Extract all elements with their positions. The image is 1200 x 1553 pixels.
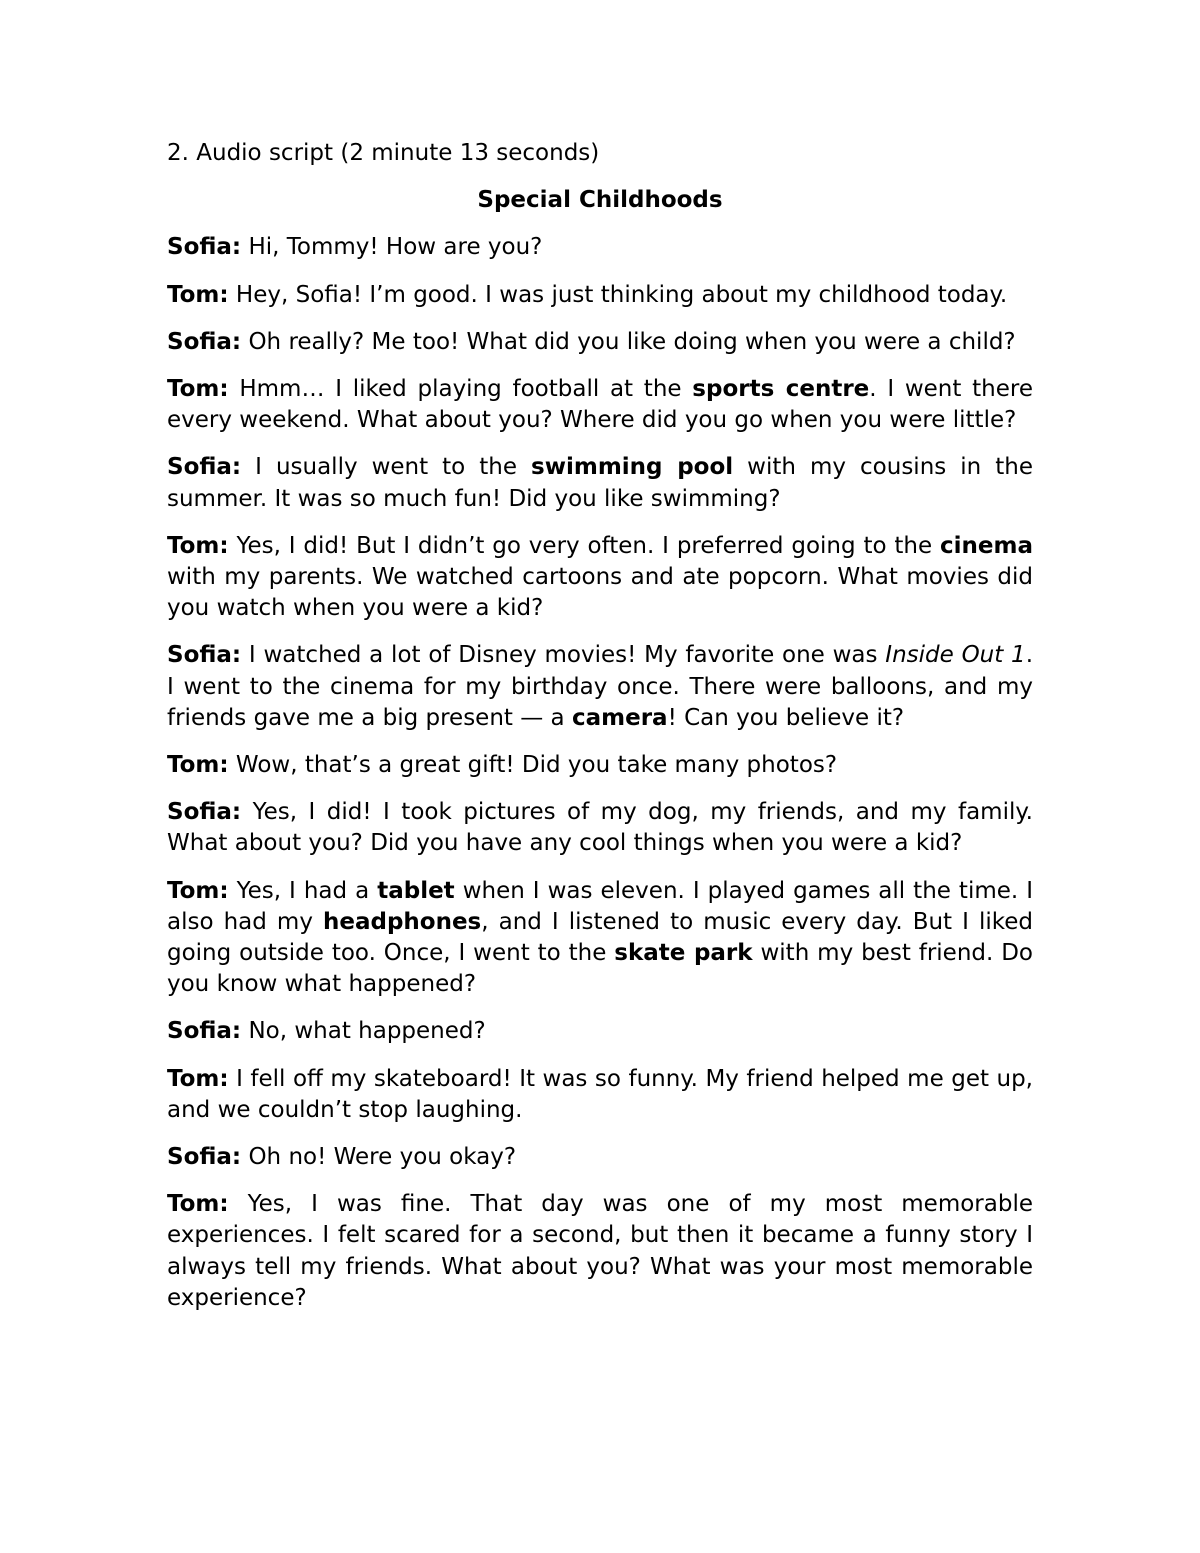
dialogue-text: . I went there every weekend. What about you? Where did you go when you were little? — [167, 376, 1033, 434]
speaker-name: Sofia: — [167, 1144, 242, 1171]
dialogue-line — [167, 797, 1033, 859]
dialogue-text: Oh no! Were you okay? — [241, 1144, 517, 1171]
dialogue-text: Hmm… I liked playing football at the — [228, 376, 693, 403]
dialogue-text: I fell off my skateboard! It was so funny. My friend helped me get up, and we couldn’t stop laughing. — [167, 1065, 1033, 1123]
dialogue-text: . I went to the cinema for my birthday once. There were balloons, and my friends gave me a big present — a — [167, 642, 1033, 731]
dialogue-line — [167, 640, 1033, 734]
dialogue-line — [167, 531, 1033, 625]
speaker-name: Sofia: — [167, 1018, 242, 1045]
speaker-name: Tom: — [167, 1065, 229, 1092]
speaker-name: Tom: — [167, 752, 229, 779]
speaker-name: Sofia: — [167, 642, 242, 669]
keyword: cinema — [940, 532, 1033, 559]
dialogue-line — [167, 374, 1033, 436]
dialogue-text: I watched a lot of Disney movies! My favorite one was — [241, 642, 886, 669]
dialogue-line — [167, 1142, 1033, 1173]
dialogue-text: Wow, that’s a great gift! Did you take many photos? — [228, 752, 838, 779]
dialogue-line — [167, 452, 1033, 514]
dialogue-text: Hi, Tommy! How are you? — [241, 234, 543, 261]
speaker-name: Tom: — [167, 877, 229, 904]
keyword: headphones — [322, 908, 482, 935]
dialogue-text: Oh really? Me too! What did you like doing when you were a child? — [241, 328, 1016, 355]
dialogue — [167, 232, 1033, 1314]
dialogue-text: when I was eleven. I played games all the time. I also had my — [167, 877, 1033, 935]
dialogue-line — [167, 280, 1033, 311]
keyword: camera — [571, 704, 668, 731]
dialogue-line — [167, 232, 1033, 263]
dialogue-text: with my parents. We watched cartoons and ate popcorn. What movies did you watch when you were a kid? — [167, 564, 1033, 622]
dialogue-text: No, what happened? — [241, 1018, 486, 1045]
speaker-name: Tom: — [167, 281, 229, 308]
dialogue-line — [167, 876, 1033, 1001]
dialogue-text: Yes, I was fine. That day was one of my most memorable experiences. I felt scared for a second, but then it became a funny story I always tell my friends. What about you? What was your most memorable experience? — [167, 1191, 1033, 1311]
dialogue-line — [167, 327, 1033, 358]
speaker-name: Sofia: — [167, 454, 242, 481]
keyword: skate park — [614, 940, 753, 967]
speaker-name: Tom: — [167, 532, 229, 559]
section-heading: 2. Audio script (2 minute 13 seconds) — [167, 140, 600, 166]
dialogue-line — [167, 750, 1033, 781]
dialogue-line — [167, 1016, 1033, 1047]
speaker-name: Sofia: — [167, 234, 242, 261]
speaker-name: Tom: — [167, 376, 229, 403]
keyword: sports centre — [692, 376, 870, 403]
document-body — [167, 138, 1033, 1330]
dialogue-text: Hey, Sofia! I’m good. I was just thinking about my childhood today. — [228, 281, 1008, 308]
movie-title: Inside Out 1 — [885, 642, 1026, 669]
document-title: Special Childhoods — [477, 187, 723, 214]
dialogue-text: , and I listened to music every day. But I liked going outside too. Once, I went to the — [167, 908, 1033, 967]
speaker-name: Sofia: — [167, 799, 242, 826]
dialogue-text: with my best friend. Do you know what happened? — [167, 940, 1033, 998]
dialogue-text: ! Can you believe it? — [667, 704, 905, 731]
keyword: swimming pool — [531, 454, 734, 481]
speaker-name: Tom: — [167, 1191, 229, 1218]
dialogue-text: I usually went to the — [241, 454, 532, 481]
speaker-name: Sofia: — [167, 328, 242, 355]
dialogue-text: with my cousins in the summer. It was so much fun! Did you like swimming? — [167, 454, 1033, 512]
dialogue-line — [167, 1064, 1033, 1126]
keyword: tablet — [377, 877, 455, 904]
dialogue-text: Yes, I did! I took pictures of my dog, my friends, and my family. What about you? Did you have any cool things when you were a kid? — [167, 799, 1033, 857]
dialogue-text: Yes, I did! But I didn’t go very often. I preferred going to the — [228, 532, 941, 559]
dialogue-text: Yes, I had a — [228, 877, 378, 904]
dialogue-line — [167, 1189, 1033, 1314]
